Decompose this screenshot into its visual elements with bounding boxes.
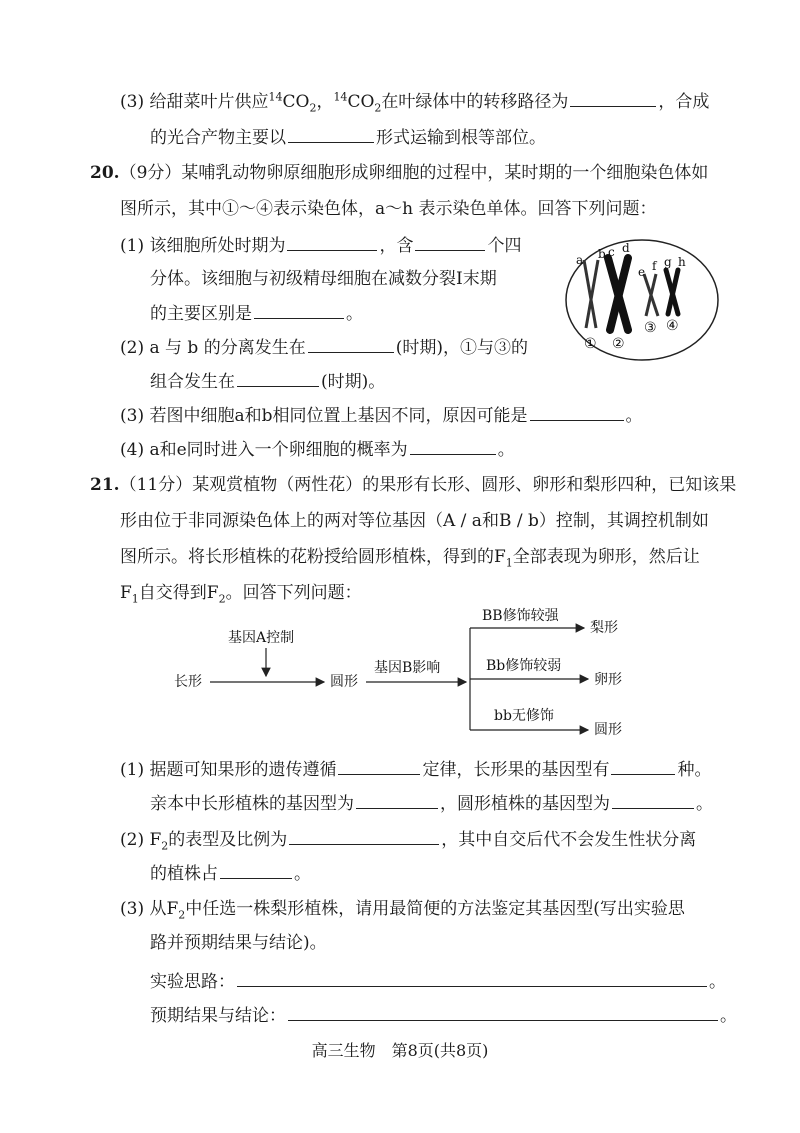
- text: 个四: [487, 236, 522, 256]
- text: ，含: [379, 236, 414, 256]
- answer-blank[interactable]: [308, 334, 394, 353]
- answer-blank[interactable]: [530, 402, 624, 421]
- text: ，圆形植株的基因型为: [440, 794, 610, 814]
- text: (1) 该细胞所处时期为: [120, 236, 286, 256]
- q20-2-line1: [120, 334, 528, 361]
- q21-stem-line1: [90, 472, 736, 498]
- answer-blank[interactable]: [338, 756, 420, 775]
- text: (3) 若图中细胞a和b相同位置上基因不同，原因可能是: [120, 406, 528, 426]
- text: ，合成: [658, 92, 710, 112]
- q20-stem-line1: [90, 160, 708, 186]
- text: ，: [316, 92, 334, 112]
- text: (3) 给甜菜叶片供应: [120, 92, 269, 112]
- text: 形由位于非同源染色体上的两对等位基因（A / a和B / b）控制，其调控机制如: [120, 511, 709, 531]
- chromosome-3: [644, 274, 658, 316]
- answer-blank[interactable]: [288, 124, 374, 143]
- chromosome-label: ③: [644, 320, 657, 336]
- answer-blank[interactable]: [237, 968, 707, 987]
- text: (时期)，①与③的: [395, 338, 528, 358]
- text: 中任选一株梨形植株，请用最简便的方法鉴定其基因型(写出实验思: [185, 899, 685, 919]
- text: 14: [268, 90, 283, 104]
- text: CO: [347, 92, 375, 112]
- text: 图所示。将长形植株的花粉授给圆形植株，得到的F: [120, 547, 506, 567]
- text: 图所示，其中①～④表示染色体，a～h 表示染色单体。回答下列问题：: [120, 199, 657, 219]
- question-number: 20.: [90, 163, 120, 183]
- chromatid-label: h: [678, 255, 686, 269]
- text: 2: [161, 839, 169, 853]
- answer-blank[interactable]: [415, 232, 485, 251]
- long-shape-label: 长形: [174, 674, 202, 690]
- text: 14: [333, 90, 348, 104]
- text: 的表型及比例为: [168, 830, 288, 850]
- text: 1: [505, 556, 513, 570]
- text: 。: [294, 864, 311, 884]
- text: ，其中自交后代不会发生性状分离: [441, 830, 697, 850]
- round-shape-label-2: 圆形: [594, 722, 622, 738]
- q21-stem-line2: [120, 508, 709, 534]
- text: 2: [178, 908, 186, 922]
- q21-2-line1: [120, 826, 696, 853]
- gene-a-label: 基因A控制: [228, 630, 295, 646]
- chromatid-label: d: [622, 241, 630, 255]
- bb-weak-label: Bb修饰较弱: [486, 658, 562, 674]
- text: 组合发生在: [150, 372, 235, 392]
- answer-blank[interactable]: [220, 860, 292, 879]
- chromatid-label: a: [576, 253, 584, 267]
- chromosome-1: [584, 260, 598, 328]
- answer-blank[interactable]: [410, 436, 496, 455]
- q20-stem-line2: [120, 196, 657, 222]
- answer-blank[interactable]: [570, 88, 656, 107]
- q21-stem-line4: [120, 580, 362, 606]
- q20-1-line1: [120, 232, 521, 259]
- gene-b-label: 基因B影响: [374, 660, 441, 676]
- cell-chromosome-figure: [562, 236, 722, 366]
- text: 实验思路：: [150, 972, 235, 992]
- q19-3-line2: [150, 124, 546, 151]
- question-number: 21.: [90, 475, 120, 495]
- q19-3-line1: [120, 88, 709, 115]
- q21-3-line2: [150, 930, 327, 956]
- chromosome-label: ④: [666, 318, 679, 334]
- q20-3: [120, 402, 643, 429]
- text: 。: [720, 1006, 737, 1026]
- text: 亲本中长形植株的基因型为: [150, 794, 354, 814]
- q21-2-line2: [150, 860, 311, 887]
- answer-blank[interactable]: [237, 368, 319, 387]
- answer-blank[interactable]: [611, 756, 675, 775]
- bb-none-label: bb无修饰: [494, 708, 554, 724]
- text: 的光合产物主要以: [150, 128, 286, 148]
- chromosome-label: ①: [584, 336, 597, 352]
- q21-1-line1: [120, 756, 711, 783]
- chromatid-label: g: [664, 255, 672, 269]
- text: (4) a和e同时进入一个卵细胞的概率为: [120, 440, 408, 460]
- chromosome-2: [608, 258, 628, 330]
- text: (2) F: [120, 830, 162, 850]
- text: 分体。该细胞与初级精母细胞在减数分裂Ⅰ末期: [150, 269, 497, 289]
- text: （9分）某哺乳动物卵原细胞形成卵细胞的过程中，某时期的一个细胞染色体如: [119, 163, 709, 183]
- text: 预期结果与结论：: [150, 1006, 286, 1026]
- answer-blank[interactable]: [612, 790, 694, 809]
- text: 2: [374, 101, 382, 115]
- answer-blank[interactable]: [288, 1002, 718, 1021]
- text: 路并预期结果与结论)。: [150, 933, 327, 953]
- q20-1-line3: [150, 300, 363, 327]
- text: 全部表现为卵形，然后让: [512, 547, 700, 567]
- chromosome-label: ②: [612, 336, 625, 352]
- q21-1-line2: [150, 790, 713, 817]
- q21-stem-line3: [120, 544, 700, 570]
- q21-3-line1: [120, 896, 685, 922]
- text: 。回答下列问题：: [225, 583, 362, 603]
- chromatid-label: c: [608, 245, 615, 259]
- q21-3-idea: [150, 968, 726, 995]
- answer-blank[interactable]: [289, 826, 439, 845]
- text: 2: [218, 592, 226, 606]
- answer-blank[interactable]: [287, 232, 377, 251]
- q21-3-result: [150, 1002, 737, 1029]
- text: 的主要区别是: [150, 304, 252, 324]
- text: 的植株占: [150, 864, 218, 884]
- page-footer: 高三生物 第8页(共8页): [311, 1041, 489, 1060]
- text: 。: [696, 794, 713, 814]
- text: 。: [709, 972, 726, 992]
- pear-shape-label: 梨形: [590, 620, 618, 636]
- chromosome-4: [666, 270, 678, 314]
- chromatid-label: f: [652, 259, 657, 273]
- text: 定律，长形果的基因型有: [422, 760, 610, 780]
- text: 自交得到F: [138, 583, 219, 603]
- fruit-shape-regulation-diagram: [170, 606, 640, 746]
- text: 。: [497, 440, 515, 460]
- text: (1) 据题可知果形的遗传遵循: [120, 760, 337, 780]
- text: 。: [625, 406, 643, 426]
- text: 形式运输到根等部位。: [376, 128, 546, 148]
- text: (2) a 与 b 的分离发生在: [120, 338, 306, 358]
- chromatid-label: b: [598, 247, 606, 261]
- oval-shape-label: 卵形: [594, 672, 622, 688]
- answer-blank[interactable]: [356, 790, 438, 809]
- q20-4: [120, 436, 515, 463]
- text: F: [120, 583, 132, 603]
- text: CO: [282, 92, 310, 112]
- answer-blank[interactable]: [254, 300, 344, 319]
- text: （11分）某观赏植物（两性花）的果形有长形、圆形、卵形和梨形四种，已知该果: [119, 475, 737, 495]
- q20-1-line2: [150, 266, 497, 292]
- q20-2-line2: [150, 368, 385, 395]
- text: 1: [131, 592, 139, 606]
- text: 在叶绿体中的转移路径为: [381, 92, 569, 112]
- text: (时期)。: [321, 372, 386, 392]
- text: (3) 从F: [120, 899, 179, 919]
- round-shape-label: 圆形: [330, 674, 358, 690]
- chromatid-label: e: [638, 265, 646, 279]
- text: 。: [346, 304, 363, 324]
- text: 2: [309, 101, 317, 115]
- bb-strong-label: BB修饰较强: [482, 608, 559, 624]
- text: 种。: [677, 760, 712, 780]
